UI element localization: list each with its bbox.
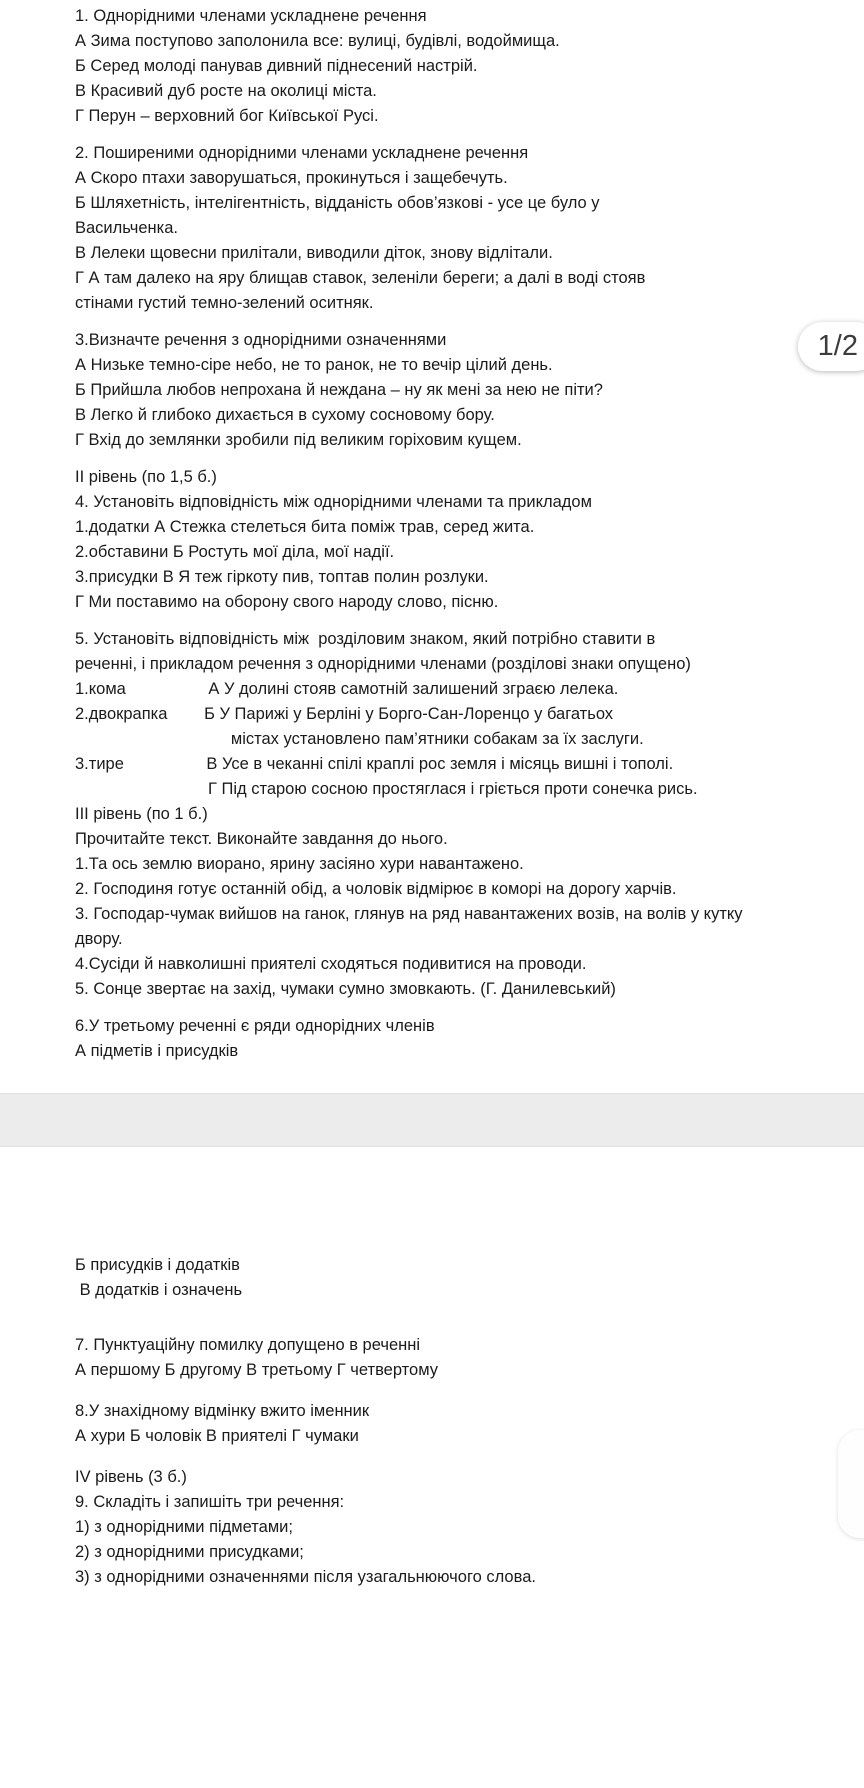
page-break-band xyxy=(0,1093,864,1147)
text-line: В Красивий дуб росте на околиці міста. xyxy=(75,82,377,100)
text-block xyxy=(75,465,864,615)
text-line: 3.присудки В Я теж гіркоту пив, топтав полин розлуки. xyxy=(75,568,489,586)
document-page-2 xyxy=(75,1253,864,1606)
text-line: 2.обставини Б Ростуть мої діла, мої надії. xyxy=(75,543,395,561)
text-line: 2.двокрапка Б У Парижі у Берліні у Борго-Сан-Лоренцо у багатьох xyxy=(75,705,614,723)
text-line: стінами густий темно-зелений оситняк. xyxy=(75,294,374,312)
text-line: 3.Визначте речення з однорідними означеннями xyxy=(75,331,447,349)
text-block xyxy=(75,328,864,453)
text-line: реченні, і прикладом речення з однорідними членами (розділові знаки опущено) xyxy=(75,655,691,673)
text-line: Б Прийшла любов непрохана й неждана – ну як мені за нею не піти? xyxy=(75,381,603,399)
floating-corner-element xyxy=(838,1430,864,1538)
text-line: ІІІ рівень (по 1 б.) xyxy=(75,805,208,823)
text-line: 1.кома А У долині стояв самотній залишений зграєю лелека. xyxy=(75,680,619,698)
text-line: Б присудків і додатків xyxy=(75,1256,240,1274)
text-line: двору. xyxy=(75,930,123,948)
text-block xyxy=(75,1399,864,1449)
text-line: 3) з однорідними означеннями після узагальнюючого слова. xyxy=(75,1568,536,1586)
text-block xyxy=(75,4,864,129)
text-line: 3.тире В Усе в чеканні спілі краплі рос земля і місяць вишні і тополі. xyxy=(75,755,674,773)
text-line: Г Під старою сосною простяглася і гріється проти сонечка рись. xyxy=(75,780,698,798)
text-line: 6.У третьому реченні є ряди однорідних членів xyxy=(75,1017,435,1035)
text-line: А першому Б другому В третьому Г четвертому xyxy=(75,1361,438,1379)
text-block xyxy=(75,627,864,1002)
text-line: Васильченка. xyxy=(75,219,178,237)
text-line: Б Шляхетність, інтелігентність, відданість обов’язкові - усе це було у xyxy=(75,194,600,212)
text-line: 2. Господиня готує останній обід, а чоловік відмірює в коморі на дорогу харчів. xyxy=(75,880,677,898)
document-page-1 xyxy=(75,4,864,1076)
text-line: В Лелеки щовесни прилітали, виводили діток, знову відлітали. xyxy=(75,244,553,262)
text-line: Прочитайте текст. Виконайте завдання до нього. xyxy=(75,830,448,848)
text-block xyxy=(75,1014,864,1064)
text-line: А Скоро птахи заворушаться, прокинуться і защебечуть. xyxy=(75,169,508,187)
text-line: В додатків і означень xyxy=(75,1281,243,1299)
page-indicator-label: 1/2 xyxy=(817,330,858,362)
text-block xyxy=(75,1465,864,1590)
text-block xyxy=(75,141,864,316)
text-line: 1) з однорідними підметами; xyxy=(75,1518,293,1536)
text-line: Г Перун – верховний бог Київської Русі. xyxy=(75,107,379,125)
page-indicator[interactable] xyxy=(798,322,864,371)
text-line: В Легко й глибоко дихається в сухому сосновому бору. xyxy=(75,406,495,424)
text-line: Б Серед молоді панував дивний піднесений настрій. xyxy=(75,57,478,75)
text-line: Г Ми поставимо на оборону свого народу слово, пісню. xyxy=(75,593,499,611)
text-line: 2) з однорідними присудками; xyxy=(75,1543,304,1561)
text-line: 1. Однорідними членами ускладнене речення xyxy=(75,7,427,25)
text-line: Г Вхід до землянки зробили під великим горіховим кущем. xyxy=(75,431,522,449)
text-line: 1.додатки А Стежка стелеться бита поміж трав, серед жита. xyxy=(75,518,535,536)
text-line: 4.Сусіди й навколишні приятелі сходяться подивитися на проводи. xyxy=(75,955,587,973)
text-line: 4. Установіть відповідність між однорідними членами та прикладом xyxy=(75,493,592,511)
text-line: А Зима поступово заполонила все: вулиці, будівлі, водоймища. xyxy=(75,32,560,50)
text-block xyxy=(75,1333,864,1383)
text-line: 3. Господар-чумак вийшов на ганок, глянув на ряд навантажених возів, на волів у кутку xyxy=(75,905,743,923)
text-line: ІІ рівень (по 1,5 б.) xyxy=(75,468,217,486)
text-line: Г А там далеко на яру блищав ставок, зеленіли береги; а далі в воді стояв xyxy=(75,269,646,287)
text-line: 5. Сонце звертає на захід, чумаки сумно змовкають. (Г. Данилевський) xyxy=(75,980,616,998)
text-line: 1.Та ось землю виорано, ярину засіяно хури навантажено. xyxy=(75,855,524,873)
text-line: 7. Пунктуаційну помилку допущено в реченні xyxy=(75,1336,421,1354)
text-line: 8.У знахідному відмінку вжито іменник xyxy=(75,1402,370,1420)
text-line: 9. Складіть і запишіть три речення: xyxy=(75,1493,345,1511)
text-line: 5. Установіть відповідність між розділовим знаком, який потрібно ставити в xyxy=(75,630,656,648)
text-line: містах установлено пам’ятники собакам за їх заслуги. xyxy=(75,730,644,748)
text-line: А хури Б чоловік В приятелі Г чумаки xyxy=(75,1427,359,1445)
text-line: 2. Поширеними однорідними членами ускладнене речення xyxy=(75,144,529,162)
text-line: А Низьке темно-сіре небо, не то ранок, не то вечір цілий день. xyxy=(75,356,553,374)
text-line: А підметів і присудків xyxy=(75,1042,239,1060)
text-line: IV рівень (3 б.) xyxy=(75,1468,187,1486)
text-block xyxy=(75,1253,864,1303)
